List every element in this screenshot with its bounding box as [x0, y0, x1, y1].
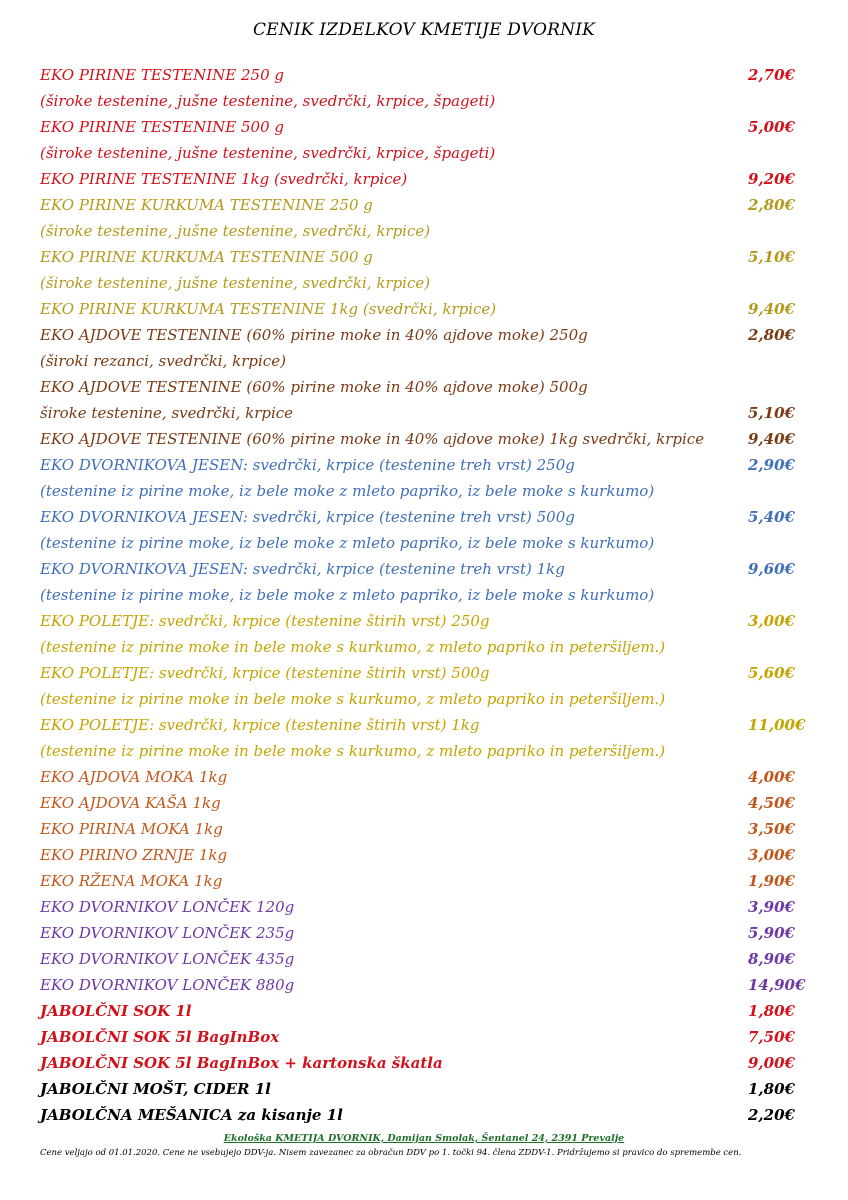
product-price: 1,80€: [748, 1002, 795, 1020]
product-price: 5,40€: [748, 508, 795, 526]
product-name: EKO DVORNIKOV LONČEK 435g: [40, 950, 295, 968]
product-name: EKO RŽENA MOKA 1kg: [40, 872, 223, 890]
product-price: 3,00€: [748, 612, 795, 630]
price-row: [40, 608, 820, 634]
product-price: 3,00€: [748, 846, 795, 864]
product-name: (testenine iz pirine moke, iz bele moke z mleto papriko, iz bele moke s kurkumo): [40, 534, 655, 552]
price-row: [40, 270, 820, 296]
product-price: 9,20€: [748, 170, 795, 188]
price-row: [40, 634, 820, 660]
product-name: EKO PIRINE KURKUMA TESTENINE 1kg (svedrčki, krpice): [40, 300, 497, 318]
price-row: [40, 62, 820, 88]
product-name: (široke testenine, jušne testenine, svedrčki, krpice): [40, 274, 431, 292]
price-row: [40, 1102, 820, 1128]
product-name: (široke testenine, jušne testenine, svedrčki, krpice, špageti): [40, 144, 496, 162]
product-name: EKO DVORNIKOVA JESEN: svedrčki, krpice (testenine treh vrst) 250g: [40, 456, 575, 474]
product-name: (široke testenine, jušne testenine, svedrčki, krpice): [40, 222, 431, 240]
price-row: [40, 660, 820, 686]
price-row: [40, 374, 820, 400]
price-row: [40, 1024, 820, 1050]
product-name: EKO POLETJE: svedrčki, krpice (testenine štirih vrst) 250g: [40, 612, 490, 630]
product-price: 8,90€: [748, 950, 795, 968]
price-row: [40, 816, 820, 842]
price-row: [40, 166, 820, 192]
product-price: 2,70€: [748, 66, 795, 84]
product-price: 5,00€: [748, 118, 795, 136]
product-name: EKO PIRINE TESTENINE 500 g: [40, 118, 284, 136]
product-price: 7,50€: [748, 1028, 795, 1046]
product-name: (testenine iz pirine moke in bele moke s kurkumo, z mleto papriko in peteršiljem.): [40, 690, 666, 708]
product-name: EKO PIRINE KURKUMA TESTENINE 500 g: [40, 248, 373, 266]
product-price: 9,60€: [748, 560, 795, 578]
price-row: [40, 1050, 820, 1076]
product-name: JABOLČNI SOK 5l BagInBox: [40, 1028, 280, 1046]
farm-footer: [0, 1133, 848, 1144]
price-row: [40, 946, 820, 972]
product-name: JABOLČNI SOK 5l BagInBox + kartonska škatla: [40, 1054, 443, 1072]
product-name: EKO DVORNIKOV LONČEK 880g: [40, 976, 295, 994]
product-price: 11,00€: [748, 716, 806, 734]
price-note: Cene veljajo od 01.01.2020. Cene ne vsebujejo DDV-ja. Nisem zavezanec za obračun DDV po 1. točki 94. člena ZDDV-1. Pridržujemo si pravico do spremembe cen.: [40, 1148, 742, 1158]
product-name: (testenine iz pirine moke in bele moke s kurkumo, z mleto papriko in peteršiljem.): [40, 742, 666, 760]
price-row: [40, 790, 820, 816]
product-name: EKO AJDOVE TESTENINE (60% pirine moke in 40% ajdove moke) 250g: [40, 326, 588, 344]
product-price: 2,80€: [748, 326, 795, 344]
price-row: [40, 400, 820, 426]
price-row: [40, 738, 820, 764]
price-row: [40, 348, 820, 374]
price-row: [40, 582, 820, 608]
product-price: 9,00€: [748, 1054, 795, 1072]
product-name: (široke testenine, jušne testenine, svedrčki, krpice, špageti): [40, 92, 496, 110]
product-name: JABOLČNI MOŠT, CIDER 1l: [40, 1080, 271, 1098]
farm-address: Ekološka KMETIJA DVORNIK, Damijan Smolak, Šentanel 24, 2391 Prevalje: [223, 1133, 625, 1144]
product-price: 3,90€: [748, 898, 795, 916]
product-name: (široki rezanci, svedrčki, krpice): [40, 352, 286, 370]
page-title: CENIK IZDELKOV KMETIJE DVORNIK: [252, 20, 596, 40]
product-price: 5,90€: [748, 924, 795, 942]
product-price: 5,60€: [748, 664, 795, 682]
product-price: 14,90€: [748, 976, 806, 994]
price-row: [40, 868, 820, 894]
product-price: 1,80€: [748, 1080, 795, 1098]
product-name: EKO PIRINE TESTENINE 250 g: [40, 66, 284, 84]
price-row: [40, 452, 820, 478]
product-name: široke testenine, svedrčki, krpice: [40, 404, 294, 422]
product-name: JABOLČNI SOK 1l: [40, 1002, 192, 1020]
product-name: EKO AJDOVA KAŠA 1kg: [40, 794, 221, 812]
product-name: EKO DVORNIKOVA JESEN: svedrčki, krpice (testenine treh vrst) 1kg: [40, 560, 565, 578]
price-row: [40, 478, 820, 504]
product-name: EKO PIRINO ZRNJE 1kg: [40, 846, 228, 864]
product-price: 2,90€: [748, 456, 795, 474]
product-name: EKO DVORNIKOVA JESEN: svedrčki, krpice (testenine treh vrst) 500g: [40, 508, 575, 526]
product-name: EKO AJDOVA MOKA 1kg: [40, 768, 228, 786]
product-name: EKO POLETJE: svedrčki, krpice (testenine štirih vrst) 1kg: [40, 716, 480, 734]
price-row: [40, 920, 820, 946]
price-row: [40, 504, 820, 530]
product-name: EKO PIRINE KURKUMA TESTENINE 250 g: [40, 196, 373, 214]
price-row: [40, 894, 820, 920]
price-row: [40, 842, 820, 868]
product-name: EKO PIRINE TESTENINE 1kg (svedrčki, krpice): [40, 170, 408, 188]
product-price: 1,90€: [748, 872, 795, 890]
price-row: [40, 140, 820, 166]
price-row: [40, 764, 820, 790]
price-row: [40, 218, 820, 244]
product-name: (testenine iz pirine moke, iz bele moke z mleto papriko, iz bele moke s kurkumo): [40, 586, 655, 604]
product-name: EKO AJDOVE TESTENINE (60% pirine moke in 40% ajdove moke) 500g: [40, 378, 588, 396]
product-price: 4,00€: [748, 768, 795, 786]
product-price: 2,20€: [748, 1106, 795, 1124]
price-row: [40, 530, 820, 556]
price-row: [40, 1076, 820, 1102]
product-name: EKO DVORNIKOV LONČEK 235g: [40, 924, 295, 942]
price-row: [40, 998, 820, 1024]
product-name: (testenine iz pirine moke, iz bele moke z mleto papriko, iz bele moke s kurkumo): [40, 482, 655, 500]
price-row: [40, 556, 820, 582]
price-row: [40, 322, 820, 348]
product-name: EKO PIRINA MOKA 1kg: [40, 820, 223, 838]
price-row: [40, 296, 820, 322]
product-name: (testenine iz pirine moke in bele moke s kurkumo, z mleto papriko in peteršiljem.): [40, 638, 666, 656]
product-price: 3,50€: [748, 820, 795, 838]
price-row: [40, 88, 820, 114]
price-row: [40, 192, 820, 218]
product-name: EKO DVORNIKOV LONČEK 120g: [40, 898, 295, 916]
product-price: 2,80€: [748, 196, 795, 214]
product-name: EKO POLETJE: svedrčki, krpice (testenine štirih vrst) 500g: [40, 664, 490, 682]
price-row: [40, 114, 820, 140]
product-name: EKO AJDOVE TESTENINE (60% pirine moke in 40% ajdove moke) 1kg svedrčki, krpice: [40, 430, 705, 448]
price-row: [40, 972, 820, 998]
product-price: 9,40€: [748, 430, 795, 448]
price-row: [40, 244, 820, 270]
price-row: [40, 426, 820, 452]
price-row: [40, 686, 820, 712]
product-price: 9,40€: [748, 300, 795, 318]
price-list: [40, 62, 820, 1128]
product-price: 5,10€: [748, 404, 795, 422]
price-row: [40, 712, 820, 738]
product-price: 5,10€: [748, 248, 795, 266]
product-price: 4,50€: [748, 794, 795, 812]
product-name: JABOLČNA MEŠANICA za kisanje 1l: [40, 1106, 343, 1124]
